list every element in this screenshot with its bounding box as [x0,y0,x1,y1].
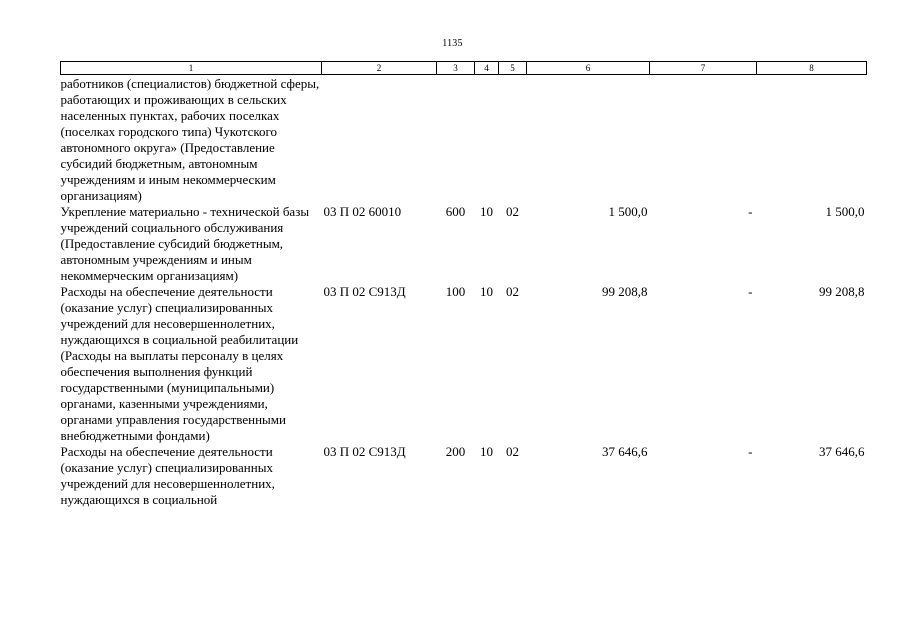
row-code [322,75,437,205]
row-col6: 37 646,6 [602,444,648,459]
row-col7: - [748,204,753,219]
row-code: 03 П 02 60010 [323,204,402,219]
row-col4: 10 [480,284,493,299]
row-col3: 600 [445,204,466,219]
row-col7: - [748,444,753,459]
row-col6 [527,75,650,205]
row-code: 03 П 02 С913Д [323,444,406,459]
budget-table [60,61,867,508]
row-col3: 200 [445,444,466,459]
row-col8: 37 646,6 [819,444,865,459]
column-header: 5 [499,62,527,75]
row-col6: 1 500,0 [608,204,648,219]
row-code: 03 П 02 С913Д [323,284,406,299]
row-col8 [757,75,867,205]
row-col5: 02 [506,204,519,219]
table-row [61,204,867,284]
row-name: работников (специалистов) бюджетной сферы, работающих и проживающих в сельских населенных пунктах, рабочих поселках (поселках городского типа) Чукотского автономного округа» (Предоставление субсидий бюджетным, автономным учреждениям и иным некоммерческим организациям) [60,76,320,203]
column-header: 6 [527,62,650,75]
row-col4 [475,75,499,205]
row-col7: - [748,284,753,299]
column-header: 1 [61,62,322,75]
row-col4: 10 [480,204,493,219]
row-col8: 99 208,8 [819,284,865,299]
table-row [61,75,867,205]
row-col8: 1 500,0 [825,204,865,219]
table-header-row [61,62,867,75]
row-col4: 10 [480,444,493,459]
row-col6: 99 208,8 [602,284,648,299]
row-col3: 100 [445,284,466,299]
column-header: 3 [437,62,475,75]
row-col3 [437,75,475,205]
column-header: 2 [322,62,437,75]
row-col7 [650,75,757,205]
column-header: 4 [475,62,499,75]
column-header: 7 [650,62,757,75]
page-number: 1135 [442,38,463,49]
table-row [61,284,867,444]
row-col5: 02 [506,284,519,299]
column-header: 8 [757,62,867,75]
table-row [61,444,867,508]
row-name: Укрепление материально - технической базы учреждений социального обслуживания (Предоставление субсидий бюджетным, автономным учреждениям и иным некоммерческим организациям) [60,204,310,283]
row-col5: 02 [506,444,519,459]
row-col5 [499,75,527,205]
row-name: Расходы на обеспечение деятельности (оказание услуг) специализированных учреждений для несовершеннолетних, нуждающихся в социальной реабилитации (Расходы на выплаты персоналу в целях обеспечения выполнения функций государственными (муниципальными) органами, казенными учреждениями, органами управления государственными внебюджетными фондами) [60,284,299,443]
row-name: Расходы на обеспечение деятельности (оказание услуг) специализированных учреждений для несовершеннолетних, нуждающихся в социальной [60,444,275,507]
